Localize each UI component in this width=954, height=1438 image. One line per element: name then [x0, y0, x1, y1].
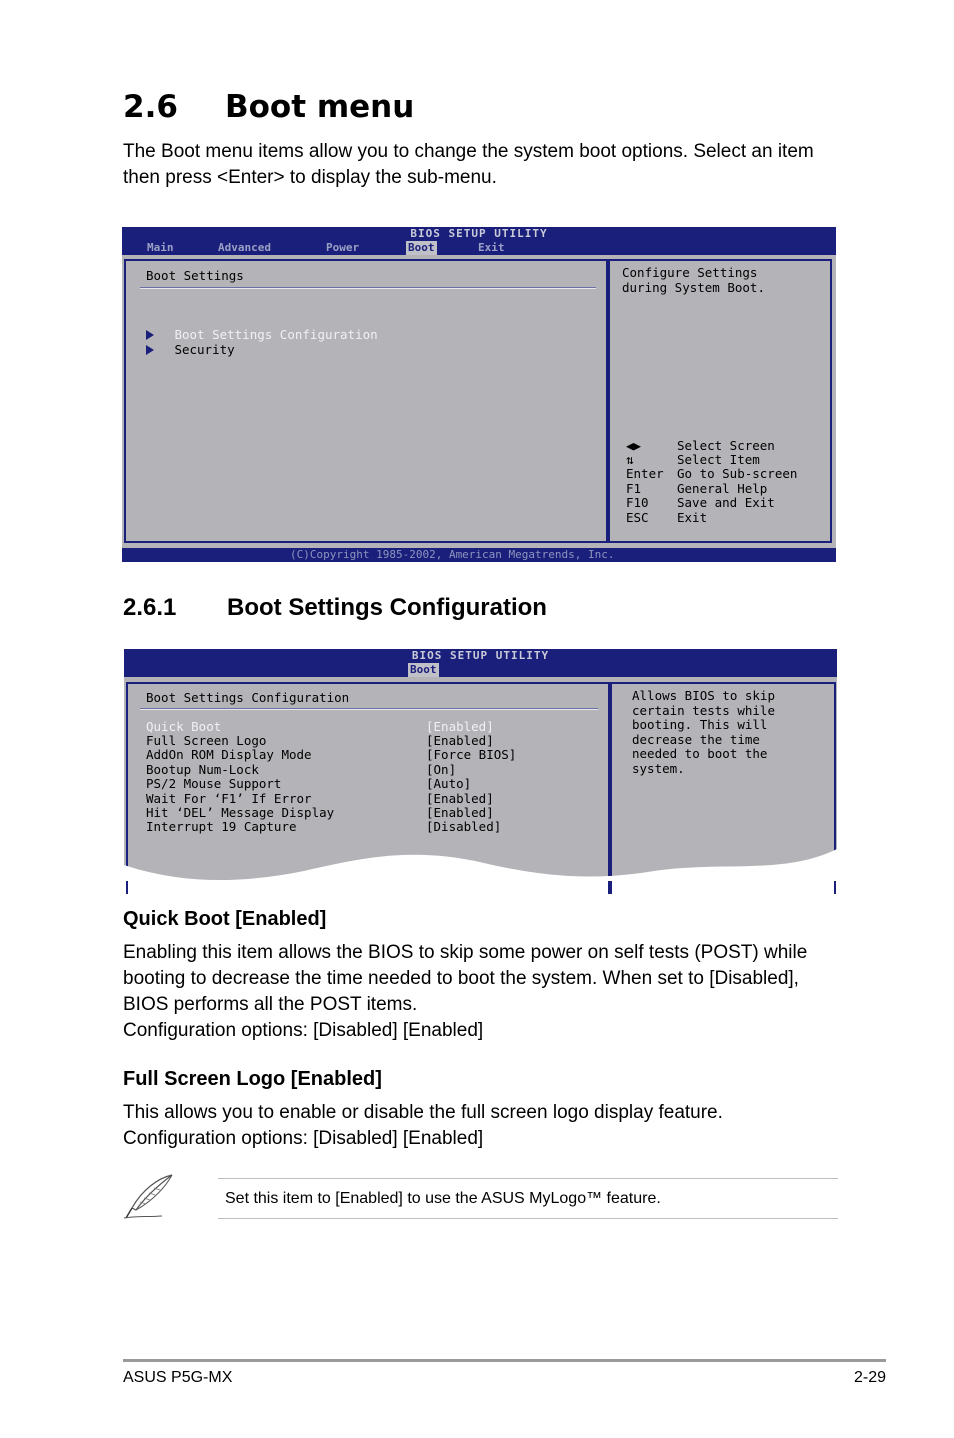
- config-heading: Boot Settings Configuration: [146, 690, 350, 705]
- bios-title: BIOS SETUP UTILITY: [124, 649, 837, 663]
- torn-edge: [124, 845, 837, 881]
- left-right-arrows-icon: ◀▶: [626, 438, 642, 453]
- panel-divider: [140, 287, 596, 289]
- help-line: Configure Settings: [622, 265, 758, 280]
- bios-title: BIOS SETUP UTILITY: [122, 227, 836, 241]
- menu-item-label: Boot Settings Configuration: [174, 327, 378, 342]
- bios-tab-bar: [122, 241, 836, 255]
- setting-name-hit-del[interactable]: Hit ‘DEL’ Message Display: [146, 805, 335, 820]
- menu-item-security[interactable]: [146, 341, 235, 359]
- bios-copyright-bar: [122, 548, 836, 562]
- setting-value-addon-rom[interactable]: [Force BIOS]: [426, 747, 517, 762]
- key-name: Enter: [626, 466, 664, 481]
- tab-power[interactable]: Power: [326, 241, 360, 254]
- boot-settings-heading: Boot Settings: [146, 268, 244, 283]
- panel-divider: [140, 708, 598, 710]
- bios-tab-bar: [124, 663, 837, 677]
- tab-boot[interactable]: Boot: [408, 241, 435, 254]
- submenu-arrow-icon: [146, 330, 154, 340]
- help-line: needed to boot the: [632, 746, 768, 761]
- section-title: Boot menu: [225, 89, 415, 125]
- full-screen-logo-text: This allows you to enable or disable the full screen logo display feature.: [123, 1102, 723, 1123]
- up-down-arrows-icon: ⇅: [626, 452, 634, 467]
- tab-exit[interactable]: Exit: [478, 241, 505, 254]
- bios-screen-boot-menu: [122, 227, 836, 562]
- key-desc: Select Item: [677, 452, 760, 467]
- note-text: Set this item to [Enabled] to use the ASUS MyLogo™ feature.: [225, 1190, 661, 1207]
- note-bottom-rule: [218, 1218, 838, 1219]
- setting-value-full-screen-logo[interactable]: [Enabled]: [426, 733, 494, 748]
- key-name: F1: [626, 481, 642, 496]
- setting-name-wait-f1[interactable]: Wait For ‘F1’ If Error: [146, 791, 312, 806]
- setting-value-quick-boot[interactable]: [Enabled]: [426, 719, 494, 734]
- setting-name-full-screen-logo[interactable]: Full Screen Logo: [146, 733, 267, 748]
- setting-value-num-lock[interactable]: [On]: [426, 762, 457, 777]
- help-line: booting. This will: [632, 717, 768, 732]
- footer-page-number: 2-29: [853, 1369, 886, 1386]
- tab-advanced[interactable]: Advanced: [218, 241, 271, 254]
- tab-main[interactable]: Main: [147, 241, 174, 254]
- setting-name-num-lock[interactable]: Bootup Num-Lock: [146, 762, 259, 777]
- setting-name-addon-rom[interactable]: AddOn ROM Display Mode: [146, 747, 312, 762]
- setting-name-interrupt-19[interactable]: Interrupt 19 Capture: [146, 819, 297, 834]
- setting-name-quick-boot[interactable]: Quick Boot: [146, 719, 222, 734]
- bios-screen-boot-settings-configuration: [124, 649, 837, 881]
- quick-boot-heading: Quick Boot [Enabled]: [123, 908, 327, 930]
- quick-boot-text: Enabling this item allows the BIOS to skip some power on self tests (POST) while booting to decrease the time needed to boot the system. When set to [Disabled], BIOS performs all the POST items.: [123, 942, 808, 1015]
- full-screen-logo-options: Configuration options: [Disabled] [Enabled]: [123, 1128, 484, 1149]
- setting-name-ps2-mouse[interactable]: PS/2 Mouse Support: [146, 776, 282, 791]
- key-desc: Select Screen: [677, 438, 775, 453]
- key-name: ESC: [626, 510, 649, 525]
- key-desc: Go to Sub-screen: [677, 466, 798, 481]
- help-line: certain tests while: [632, 703, 775, 718]
- bios-help-panel: [608, 259, 832, 543]
- quick-boot-options: Configuration options: [Disabled] [Enabled]: [123, 1020, 484, 1041]
- note-top-rule: [218, 1178, 838, 1179]
- submenu-arrow-icon: [146, 345, 154, 355]
- key-desc: General Help: [677, 481, 768, 496]
- help-line: system.: [632, 761, 685, 776]
- tab-boot[interactable]: Boot: [410, 663, 437, 676]
- menu-item-label: Security: [174, 342, 235, 357]
- help-line: decrease the time: [632, 732, 760, 747]
- section-number: 2.6: [123, 89, 178, 125]
- feather-pen-icon: [122, 1172, 178, 1222]
- help-line: during System Boot.: [622, 280, 765, 295]
- intro-paragraph: The Boot menu items allow you to change the system boot options. Select an item then press <Enter> to display the sub-menu.: [123, 141, 814, 188]
- subsection-number: 2.6.1: [123, 594, 177, 621]
- setting-value-wait-f1[interactable]: [Enabled]: [426, 791, 494, 806]
- section-heading: [123, 88, 414, 126]
- setting-value-ps2-mouse[interactable]: [Auto]: [426, 776, 472, 791]
- subsection-title: Boot Settings Configuration: [227, 594, 547, 621]
- subsection-heading: [123, 592, 547, 624]
- key-desc: Save and Exit: [677, 495, 775, 510]
- footer-rule: [123, 1359, 886, 1362]
- setting-value-interrupt-19[interactable]: [Disabled]: [426, 819, 502, 834]
- full-screen-logo-heading: Full Screen Logo [Enabled]: [123, 1068, 382, 1090]
- footer-product: ASUS P5G-MX: [123, 1369, 233, 1386]
- setting-value-hit-del[interactable]: [Enabled]: [426, 805, 494, 820]
- help-line: Allows BIOS to skip: [632, 688, 775, 703]
- key-name: F10: [626, 495, 649, 510]
- copyright-text: (C)Copyright 1985-2002, American Megatrends, Inc.: [290, 548, 615, 561]
- bios-left-panel: [124, 259, 608, 543]
- key-desc: Exit: [677, 510, 708, 525]
